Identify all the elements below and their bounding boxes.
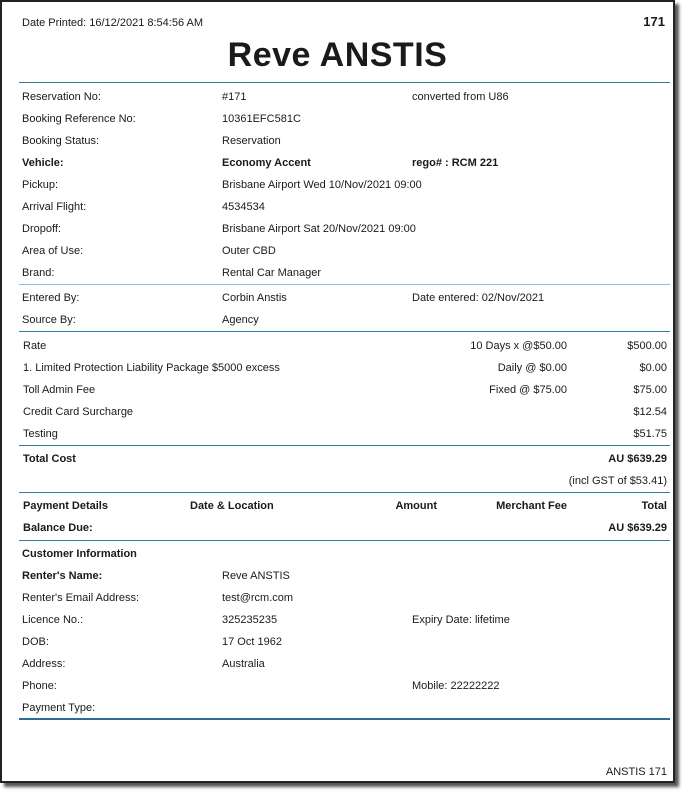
label-licence-no: Licence No.:	[22, 614, 84, 626]
label-area-of-use: Area of Use:	[22, 245, 84, 257]
divider	[19, 284, 670, 285]
value-address: Australia	[222, 658, 265, 670]
charge-amount: $0.00	[639, 362, 667, 374]
charge-amount: $12.54	[633, 406, 667, 418]
label-payment-type: Payment Type:	[22, 702, 96, 714]
label-renter-name: Renter's Name:	[22, 570, 103, 582]
value-renter-name: Reve ANSTIS	[222, 570, 290, 582]
label-pickup: Pickup:	[22, 179, 59, 191]
value-booking-ref: 10361EFC581C	[222, 113, 301, 125]
gst-note: (incl GST of $53.41)	[568, 475, 667, 487]
label-phone: Phone:	[22, 680, 57, 692]
footer-text: ANSTIS 171	[605, 766, 667, 778]
value-booking-status: Reservation	[222, 135, 281, 147]
charge-label: 1. Limited Protection Liability Package $5000 excess	[23, 362, 280, 374]
customer-heading: Customer Information	[22, 548, 137, 560]
charge-calc: Daily @ $0.00	[497, 362, 567, 374]
value-source-by: Agency	[222, 314, 259, 326]
value-expiry-date: Expiry Date: lifetime	[412, 614, 510, 626]
label-vehicle: Vehicle:	[22, 157, 64, 169]
charge-label: Credit Card Surcharge	[23, 406, 134, 418]
charge-amount: $500.00	[627, 340, 667, 352]
total-cost-value: AU $639.29	[608, 453, 667, 465]
charge-label: Toll Admin Fee	[23, 384, 96, 396]
label-dropoff: Dropoff:	[22, 223, 61, 235]
value-pickup: Brisbane Airport Wed 10/Nov/2021 09:00	[222, 179, 422, 191]
value-arrival-flight: 4534534	[222, 201, 265, 213]
col-total: Total	[641, 500, 667, 512]
divider	[19, 718, 670, 720]
label-source-by: Source By:	[22, 314, 76, 326]
value-area-of-use: Outer CBD	[222, 245, 276, 257]
value-mobile: Mobile: 22222222	[412, 680, 500, 692]
balance-due-value: AU $639.29	[608, 522, 667, 534]
label-renter-email: Renter's Email Address:	[22, 592, 140, 604]
value-reservation-no: #171	[222, 91, 247, 103]
label-booking-ref: Booking Reference No:	[22, 113, 136, 125]
page-title: Reve ANSTIS	[227, 36, 448, 74]
balance-due-label: Balance Due:	[23, 522, 93, 534]
charge-label: Testing	[23, 428, 58, 440]
value-vehicle: Economy Accent	[222, 157, 311, 169]
label-entered-by: Entered By:	[22, 292, 80, 304]
col-merchant-fee: Merchant Fee	[496, 500, 567, 512]
divider	[19, 82, 670, 83]
label-arrival-flight: Arrival Flight:	[22, 201, 87, 213]
charge-calc: Fixed @ $75.00	[489, 384, 567, 396]
value-dob: 17 Oct 1962	[222, 636, 282, 648]
label-reservation-no: Reservation No:	[22, 91, 101, 103]
label-dob: DOB:	[22, 636, 49, 648]
value-brand: Rental Car Manager	[222, 267, 322, 279]
value-dropoff: Brisbane Airport Sat 20/Nov/2021 09:00	[222, 223, 416, 235]
col-date-location: Date & Location	[190, 500, 274, 512]
value-licence-no: 325235235	[222, 614, 278, 626]
charge-label: Rate	[23, 340, 47, 352]
col-amount: Amount	[395, 500, 437, 512]
charge-calc: 10 Days x @$50.00	[470, 340, 567, 352]
page-number: 171	[643, 14, 665, 29]
divider	[19, 445, 670, 446]
label-brand: Brand:	[22, 267, 55, 279]
value-rego: rego# : RCM 221	[412, 157, 499, 169]
label-booking-status: Booking Status:	[22, 135, 100, 147]
label-address: Address:	[22, 658, 66, 670]
value-converted-from: converted from U86	[412, 91, 509, 103]
value-renter-email: test@rcm.com	[222, 592, 294, 604]
value-date-entered: Date entered: 02/Nov/2021	[412, 292, 545, 304]
divider	[19, 540, 670, 541]
total-cost-label: Total Cost	[23, 453, 76, 465]
charge-amount: $51.75	[633, 428, 667, 440]
date-printed: Date Printed: 16/12/2021 8:54:56 AM	[22, 17, 204, 29]
col-payment-details: Payment Details	[23, 500, 108, 512]
divider	[19, 331, 670, 332]
divider	[19, 492, 670, 493]
value-entered-by: Corbin Anstis	[222, 292, 287, 304]
charge-amount: $75.00	[633, 384, 667, 396]
